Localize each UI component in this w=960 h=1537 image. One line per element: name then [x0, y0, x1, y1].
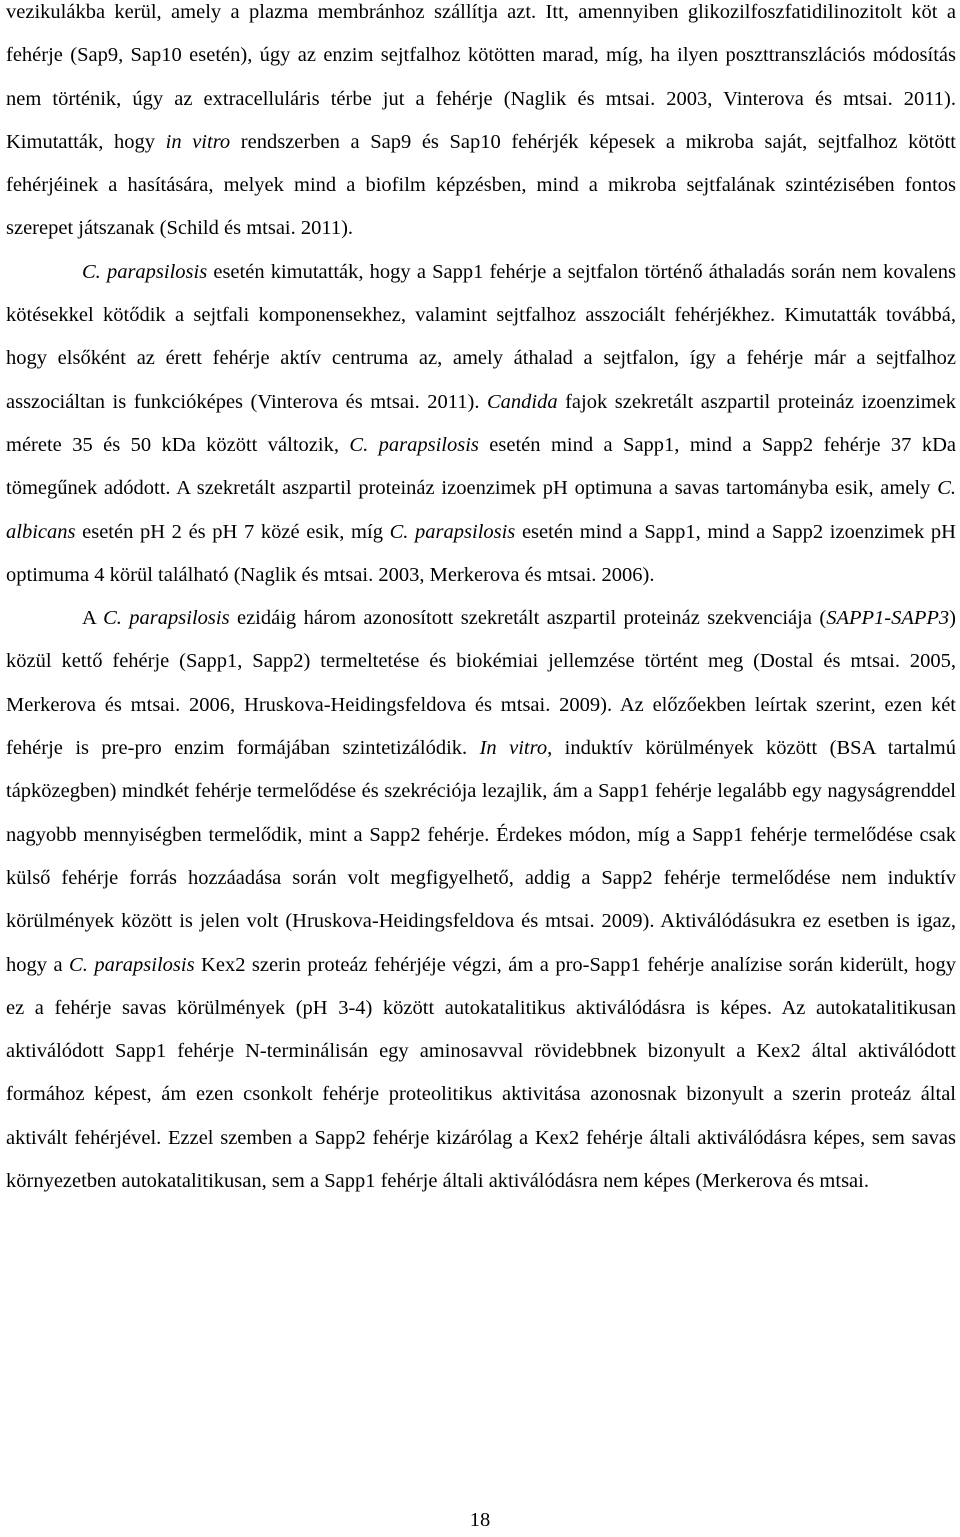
italic-run: C. albicans — [6, 477, 956, 543]
italic-run: C. parapsilosis — [389, 520, 516, 543]
text-run: esetén pH 2 és pH 7 közé esik, míg — [75, 520, 390, 543]
italic-run: In vitro — [479, 737, 548, 760]
italic-run: C. parapsilosis — [349, 433, 479, 456]
text-run: fajok szekretált aszpartil proteináz izoenzimek mérete 35 és 50 kDa között változik, — [6, 390, 956, 456]
body-text — [6, 0, 956, 1203]
text-run: A — [82, 607, 104, 630]
text-run: , induktív körülmények között (BSA tartalmú tápközegben) mindkét fehérje termelődése és szekréciója lezajlik, ám a Sapp1 fehérje legalább egy nagyságrenddel nagyobb mennyiségben termelődik, mint a Sapp2 fehérje. Érdekes módon, míg a Sapp1 fehérje termelődése csak külső fehérje forrás hozzáadása során volt megfigyelhető, addig a Sapp2 fehérje termelődése nem induktív körülmények között is jelen volt (Hruskova-Heidingsfeldova és mtsai. 2009). Aktiválódásukra ez esetben is igaz, hogy a — [6, 737, 956, 976]
text-run: esetén mind a Sapp1, mind a Sapp2 izoenzimek pH optimuma 4 körül található (Naglik és mtsai. 2003, Merkerova és mtsai. 2006). — [6, 520, 956, 586]
italic-run: Candida — [486, 390, 558, 413]
italic-run: C. parapsilosis — [82, 260, 208, 283]
text-run: ) közül kettő fehérje (Sapp1, Sapp2) termeltetése és biokémiai jellemzése történt meg (Dostal és mtsai. 2005, Merkerova és mtsai. 2006, Hruskova-Heidingsfeldova és mtsai. 2009). Az előzőekben leírtak szerint, ezen két fehérje is pre-pro enzim formájában szintetizálódik. — [6, 607, 956, 760]
italic-run: C. parapsilosis — [103, 607, 230, 630]
italic-run: SAPP1-SAPP3 — [826, 607, 950, 630]
text-run: esetén kimutatták, hogy a Sapp1 fehérje a sejtfalon történő áthaladás során nem kovalens kötésekkel kötődik a sejtfali komponensekhez, valamint sejtfalhoz asszociált fehérjékhez. Kimutatták továbbá, hogy elsőként az érett fehérje aktív centruma az, amely áthalad a sejtfalon, így a fehérje már a sejtfalhoz asszociáltan is funkcióképes (Vinterova és mtsai. 2011). — [6, 260, 956, 413]
paragraph — [6, 0, 956, 251]
paragraph — [6, 597, 956, 1203]
page-number: 18 — [469, 1509, 491, 1531]
text-run: esetén mind a Sapp1, mind a Sapp2 fehérje 37 kDa tömegűnek adódott. A szekretált aszpartil proteináz izoenzimek pH optimuna a savas tartományba esik, amely — [6, 433, 957, 500]
text-run: rendszerben a Sap9 és Sap10 fehérjék képesek a mikroba saját, sejtfalhoz kötött fehérjéinek a hasítására, melyek mind a biofilm képzésben, mind a mikroba sejtfalának szintézisében fontos szerepet játszanak (Schild és mtsai. 2011). — [6, 130, 957, 240]
text-run: Kex2 szerin proteáz fehérjéje végzi, ám a pro-Sapp1 fehérje analízise során kiderült, hogy ez a fehérje savas körülmények (pH 3-4) között autokatalitikus aktiválódásra is képes. Az autokatalitikusan aktiválódott Sapp1 fehérje N-terminálisán egy aminosavval rövidebbnek bizonyult a Kex2 által aktiválódott formához képest, ám ezen csonkolt fehérje proteolitikus aktivitása azonosnak bizonyult a szerin proteáz által aktivált fehérjével. Ezzel szemben a Sapp2 fehérje kizárólag a Kex2 fehérje általi aktiválódásra képes, sem savas környezetben autokatalitikusan, sem a Sapp1 fehérje általi aktiválódásra nem képes (Merkerova és mtsai. — [6, 953, 957, 1193]
italic-run: C. parapsilosis — [69, 953, 195, 976]
text-run: ezidáig három azonosított szekretált aszpartil proteináz szekvenciája ( — [229, 607, 827, 630]
paragraph — [6, 251, 956, 597]
italic-run: in vitro — [165, 130, 231, 153]
text-run: vezikulákba kerül, amely a plazma membránhoz szállítja azt. Itt, amennyiben glikozilfoszfatidilinozitolt köt a fehérje (Sap9, Sap10 esetén), úgy az enzim sejtfalhoz kötötten marad, míg, ha ilyen poszttranszlációs módosítás nem történik, úgy az extracelluláris térbe jut a fehérje (Naglik és mtsai. 2003, Vinterova és mtsai. 2011). Kimutatták, hogy — [6, 1, 956, 153]
